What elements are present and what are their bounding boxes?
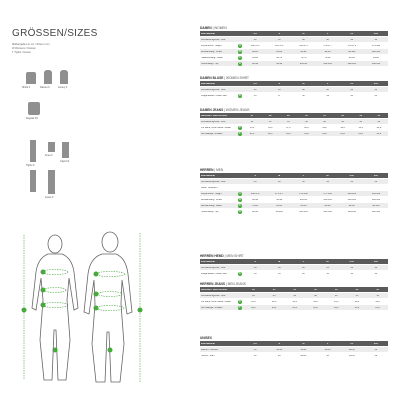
table-cell: 38: [302, 88, 305, 91]
table-cell: 34: [253, 348, 257, 351]
size-table: [200, 168, 388, 215]
header-cell: 31: [323, 114, 326, 117]
table-cell: 40: [326, 38, 329, 41]
header-cell: S: [278, 82, 281, 85]
table-cell: 34: [253, 88, 257, 91]
header-cell: XL: [350, 342, 354, 345]
table-cell: 40: [326, 88, 329, 91]
tank-top-icon: [60, 70, 68, 84]
legend-line: T Tights / Hosen: [12, 51, 31, 55]
row-label: Hüftumfang / Hip: [201, 62, 219, 65]
table-cell: 36,0: [267, 126, 273, 129]
table-cell: 38: [323, 120, 326, 123]
table-cell: 46: [293, 294, 297, 297]
table-cell: 48: [334, 294, 338, 297]
row-label: Bundumfang / Waist: [201, 204, 222, 207]
row-label: Herren / Men: [201, 354, 215, 357]
table-cell: 38: [305, 120, 308, 123]
table-row: [200, 305, 388, 311]
table-cell: 36: [277, 88, 281, 91]
row-label: Kragenweite / Collar Size: [201, 272, 227, 275]
row-label: Hüftumfang / Hip: [201, 210, 219, 213]
measure-code-badge: F: [239, 305, 241, 309]
table-cell: 81,0: [340, 132, 345, 135]
table-cell: 180-186: [347, 192, 356, 195]
row-label: Konfektionsgröße / Size: [201, 294, 226, 297]
table-cell: 54/56: [348, 354, 355, 357]
measure-code-badge: F: [239, 131, 241, 135]
measure-code-badge: B: [239, 197, 241, 201]
table-cell: 35,0: [249, 126, 255, 129]
row-label: Körperhöhe / Height: [201, 192, 222, 195]
table-subtitle: | WOMEN JEANS: [223, 108, 250, 112]
table-cell: 81,0: [376, 132, 382, 135]
header-cell: M: [278, 260, 281, 263]
measure-code-badge: C: [239, 125, 241, 129]
table-cell: 68-72: [276, 56, 283, 59]
table-cell: 168-175: [299, 44, 308, 47]
table-cell: 46,0: [354, 300, 360, 303]
table-cell: 100-104: [323, 62, 332, 65]
measure-code-badge: C: [239, 299, 241, 303]
table-cell: 40/42: [300, 348, 307, 351]
table-cell: 96-100: [299, 198, 307, 201]
header-cell: L: [302, 174, 305, 177]
header-cell: L: [326, 82, 329, 85]
header-cell: XXL: [373, 82, 379, 85]
table-cell: 88-92: [252, 198, 259, 201]
table-cell: 52: [376, 294, 379, 297]
table-cell: 36: [253, 94, 257, 97]
legend-line: Maßangaben in cm / Sizes in cm: [12, 43, 50, 46]
table-cell: 81,0: [358, 132, 364, 135]
table-cell: 168-176: [250, 192, 260, 195]
table-cell: 175-182: [371, 44, 381, 47]
table-cell: 92-96: [276, 198, 283, 201]
header-cell: S: [278, 342, 281, 345]
table-cell: 39,0: [322, 126, 327, 129]
table-row: [200, 353, 388, 359]
table-cell: 34: [250, 120, 254, 123]
table-title-text: DAMEN BLUSE: [200, 76, 224, 80]
table-subtitle: | MEN JEANS: [224, 282, 246, 286]
legend-line: W Womens / Damen: [12, 47, 36, 51]
header-cell: S: [254, 260, 256, 263]
shorts-icon: [48, 142, 55, 152]
header-cell: M: [302, 342, 305, 345]
table-title-text: HERREN JEANS: [200, 282, 225, 286]
table-cell: 44/46: [324, 348, 331, 351]
table-cell: 96-100: [348, 50, 356, 53]
row-label: Damen / Women: [201, 348, 219, 351]
clothing-label: Knee F: [45, 154, 53, 157]
row-label: 1/2 Bund, ohne Kante / Waist: [201, 300, 231, 303]
table-cell: 41: [326, 266, 329, 269]
header-label: International: [201, 174, 215, 177]
table-cell: 34: [253, 38, 257, 41]
table-cell: 56: [374, 180, 378, 183]
table-cell: 41,0: [358, 126, 364, 129]
tights-icon: [30, 140, 36, 162]
row-label: Konfektionsgröße / Size: [201, 120, 226, 123]
size-table: [200, 282, 388, 311]
tights-icon: [30, 170, 36, 192]
table-cell: 100-104: [299, 210, 308, 213]
size-table: [200, 108, 388, 137]
table-cell: 45,0: [333, 300, 339, 303]
header-cell: XS: [253, 32, 257, 35]
table-cell: 38,0: [304, 126, 309, 129]
clothing-label: Jeans F: [45, 196, 54, 199]
clothing-label: Capri Fit: [60, 160, 70, 163]
header-cell: L: [302, 260, 305, 263]
table-cell: 36: [268, 120, 272, 123]
table-cell: 37: [277, 94, 281, 97]
table-cell: 36: [277, 38, 281, 41]
table-cell: 36/38: [276, 348, 283, 351]
table-cell: 76-80: [324, 56, 331, 59]
table-title-text: HERREN: [200, 168, 214, 172]
header-cell: 30: [305, 114, 308, 117]
clothing-label: Shirts F: [22, 86, 31, 89]
page-title: GRÖSSEN/SIZES: [12, 28, 98, 39]
header-label: International: [201, 32, 215, 35]
table-cell: 52: [326, 354, 329, 357]
table-cell: 37,0: [286, 126, 291, 129]
table-cell: 39: [277, 272, 281, 275]
tank-top-icon: [44, 70, 52, 84]
measure-code-badge: A: [239, 191, 241, 195]
table-cell: 38: [253, 272, 257, 275]
table-cell: 172-179: [347, 44, 356, 47]
header-cell: 27: [250, 114, 254, 117]
row-label: Schrittlänge / Inseam: [201, 132, 223, 135]
table-cell: 83,0: [354, 306, 360, 309]
table-cell: 42: [350, 88, 354, 91]
header-cell: 29: [287, 114, 290, 117]
table-cell: 171-177: [275, 192, 284, 195]
table-row: [200, 209, 388, 215]
table-cell: 96-100: [275, 210, 283, 213]
row-label: Kragenweite / Collar Size: [201, 94, 227, 97]
measure-code-badge: B: [239, 49, 241, 53]
table-cell: 38: [253, 266, 257, 269]
table-cell: 96-100: [299, 62, 307, 65]
table-cell: 54: [350, 180, 354, 183]
table-cell: 42: [350, 38, 354, 41]
table-cell: 183-189: [371, 192, 381, 195]
table-cell: 165-172: [275, 44, 284, 47]
header-cell: 31: [293, 288, 297, 291]
table-cell: 40: [302, 266, 305, 269]
header-cell: 3XL: [373, 174, 379, 177]
table-cell: 39: [326, 94, 329, 97]
table-subtitle: | WOMEN SHIRT: [223, 76, 249, 80]
row-label: Körperhöhe / Height: [201, 44, 222, 47]
header-cell: 33: [359, 114, 363, 117]
table-cell: 40: [302, 272, 305, 275]
header-label: GRÖSSE / SIZE IN INCH: [201, 114, 228, 117]
size-table: [200, 254, 388, 277]
table-cell: 42,0: [376, 126, 382, 129]
table-cell: 88-92: [252, 62, 259, 65]
header-cell: L: [326, 32, 329, 35]
tshirt-icon: [28, 102, 40, 115]
table-cell: 104-108: [347, 62, 356, 65]
measure-code-badge: E: [239, 93, 241, 97]
table-cell: 84-88: [276, 50, 283, 53]
table-cell: 43: [374, 272, 378, 275]
table-cell: 96-100: [372, 204, 380, 207]
table-cell: 170-177: [323, 44, 332, 47]
size-table: [200, 336, 388, 359]
table-cell: 76-80: [252, 204, 259, 207]
table-cell: 81,0: [249, 132, 255, 135]
header-label: International: [201, 260, 215, 263]
row-label: Konfektionsgröße / Size: [201, 38, 226, 41]
table-title-text: UNISEX: [200, 336, 212, 340]
header-cell: S: [254, 174, 256, 177]
table-cell: 48/50: [348, 348, 355, 351]
table-cell: 46: [277, 354, 281, 357]
clothing-label: Regular Fit: [26, 117, 38, 120]
table-cell: 48: [277, 180, 281, 183]
table-cell: 44: [374, 38, 378, 41]
table-cell: 50: [355, 294, 359, 297]
header-cell: 32: [314, 288, 317, 291]
table-cell: 48,0: [375, 300, 380, 303]
table-cell: 43,0: [292, 300, 298, 303]
header-cell: M: [302, 82, 305, 85]
table-cell: 41,0: [251, 300, 256, 303]
header-cell: M: [302, 32, 305, 35]
legend: [12, 43, 50, 56]
table-cell: 83,0: [375, 306, 380, 309]
capri-icon: [62, 142, 69, 158]
row-label: Konfektionsgröße / Size: [201, 180, 226, 183]
row-label: Taillenumfang / Waist: [201, 56, 223, 59]
table-cell: 83,0: [251, 306, 256, 309]
table-cell: 88-92: [324, 204, 331, 207]
table-cell: 80-84: [276, 204, 283, 207]
table-cell: 43: [374, 266, 378, 269]
table-cell: 92-96: [324, 50, 331, 53]
table-cell: 52: [374, 348, 378, 351]
jeans-icon: [48, 170, 55, 194]
table-cell: 160-170: [250, 44, 260, 47]
header-cell: 29: [252, 288, 255, 291]
table-cell: 81,0: [304, 132, 309, 135]
table-cell: 84-88: [373, 56, 379, 59]
table-cell: 38: [302, 94, 305, 97]
table-cell: 42: [377, 120, 381, 123]
table-cell: 42: [350, 266, 354, 269]
table-cell: 48: [314, 294, 317, 297]
table-cell: 64-68: [252, 56, 259, 59]
header-cell: M: [278, 174, 281, 177]
table-cell: 92-96: [252, 210, 259, 213]
measure-code-badge: D: [239, 61, 241, 65]
table-cell: 38: [302, 38, 305, 41]
table-cell: 92-96: [276, 62, 283, 65]
table-cell: 40: [359, 120, 363, 123]
row-label: Konfektionsgröße / Size: [201, 266, 226, 269]
row-label: Schrittlänge / Inseam: [201, 306, 223, 309]
table-cell: 83,0: [271, 306, 277, 309]
table-cell: 39: [277, 266, 281, 269]
table-cell: 80-84: [348, 56, 355, 59]
header-cell: XL: [326, 260, 330, 263]
table-cell: 46: [272, 294, 276, 297]
row-label: Brustumfang / Chest: [201, 198, 222, 201]
table-cell: 108-112: [347, 210, 356, 213]
table-cell: 41: [326, 272, 329, 275]
header-cell: 36: [376, 288, 379, 291]
tshirt-icon: [26, 72, 36, 84]
clothing-label: Damen F: [40, 86, 50, 89]
header-cell: 3XL: [373, 260, 379, 263]
table-cell: 58: [374, 354, 378, 357]
header-cell: XXL: [373, 32, 379, 35]
table-subtitle: | WOMEN: [211, 26, 227, 30]
table-cell: 92-96: [348, 204, 355, 207]
table-row: [200, 93, 388, 99]
table-cell: 50: [302, 180, 305, 183]
header-cell: L: [326, 342, 329, 345]
table-cell: 100-104: [371, 50, 381, 53]
measure-code-badge: D: [239, 209, 241, 213]
header-cell: XL: [350, 82, 354, 85]
table-cell: 177-183: [323, 192, 332, 195]
table-cell: 44: [374, 88, 378, 91]
table-row: [200, 271, 388, 277]
table-row: [200, 61, 388, 67]
table-cell: 42: [350, 272, 354, 275]
table-cell: 46: [253, 180, 257, 183]
table-title-text: HERREN HEMD: [200, 254, 224, 258]
table-cell: 44,0: [313, 300, 318, 303]
table-cell: 52: [326, 180, 329, 183]
table-cell: 100-104: [323, 198, 332, 201]
header-cell: XL: [350, 32, 354, 35]
row-label: Mitte / Unterarm: [201, 186, 218, 189]
measure-code-badge: A: [239, 43, 241, 47]
table-cell: 40,0: [340, 126, 345, 129]
table-cell: 48/50: [300, 354, 307, 357]
size-table: [200, 76, 388, 99]
header-cell: 32: [341, 114, 344, 117]
header-cell: XXL: [349, 260, 354, 263]
header-cell: XXL: [373, 342, 379, 345]
header-cell: XS: [253, 82, 257, 85]
table-title-text: DAMEN JEANS: [200, 108, 224, 112]
body-measurement-diagram: [10, 230, 150, 390]
table-title-text: DAMEN: [200, 26, 212, 30]
table-cell: 40: [341, 120, 344, 123]
table-subtitle: | MEN SHIRT: [223, 254, 244, 258]
clothing-label: Jersey F: [58, 86, 68, 89]
header-cell: XXL: [349, 174, 354, 177]
table-cell: 104-108: [323, 210, 332, 213]
header-cell: 30: [272, 288, 276, 291]
table-cell: 83,0: [333, 306, 339, 309]
table-subtitle: | MEN: [213, 168, 224, 172]
header-label: International: [201, 82, 215, 85]
header-cell: XL: [326, 174, 330, 177]
table-cell: 81,0: [267, 132, 273, 135]
table-cell: 83,0: [313, 306, 318, 309]
row-label: 1/2 Bund, ohne Kante / Waist: [201, 126, 231, 129]
table-cell: 40: [350, 94, 354, 97]
table-cell: 81,0: [322, 132, 327, 135]
table-cell: 44: [252, 294, 255, 297]
table-cell: 104-108: [347, 198, 356, 201]
header-cell: 33: [334, 288, 338, 291]
measure-code-badge: C: [239, 55, 241, 59]
table-cell: 83,0: [292, 306, 298, 309]
table-cell: 108-112: [371, 62, 381, 65]
table-row: [200, 131, 388, 137]
header-label: International: [201, 342, 215, 345]
table-cell: 41: [374, 94, 378, 97]
table-cell: 88-92: [300, 50, 307, 53]
header-cell: 28: [268, 114, 272, 117]
header-cell: 34: [355, 288, 359, 291]
table-cell: 108-112: [371, 198, 381, 201]
size-table: [200, 26, 388, 67]
table-cell: 80-84: [252, 50, 259, 53]
table-cell: 174-180: [299, 192, 308, 195]
table-cell: 84-88: [300, 204, 307, 207]
header-cell: 34: [377, 114, 381, 117]
row-label: Brustumfang / Chest: [201, 50, 222, 53]
measure-code-badge: C: [239, 203, 241, 207]
row-label: Konfektionsgröße / Size: [201, 88, 226, 91]
header-cell: S: [278, 32, 281, 35]
clothing-label: Tights F: [26, 164, 35, 167]
table-cell: 44: [253, 354, 257, 357]
header-cell: XS: [253, 342, 257, 345]
table-cell: 36: [287, 120, 290, 123]
table-cell: 42,0: [271, 300, 277, 303]
table-cell: 112-116: [371, 210, 380, 213]
header-label: GRÖSSE / SIZE IN INCH: [201, 288, 228, 291]
table-cell: 81,0: [286, 132, 291, 135]
measure-code-badge: E: [239, 271, 241, 275]
table-cell: 72-76: [300, 56, 307, 59]
